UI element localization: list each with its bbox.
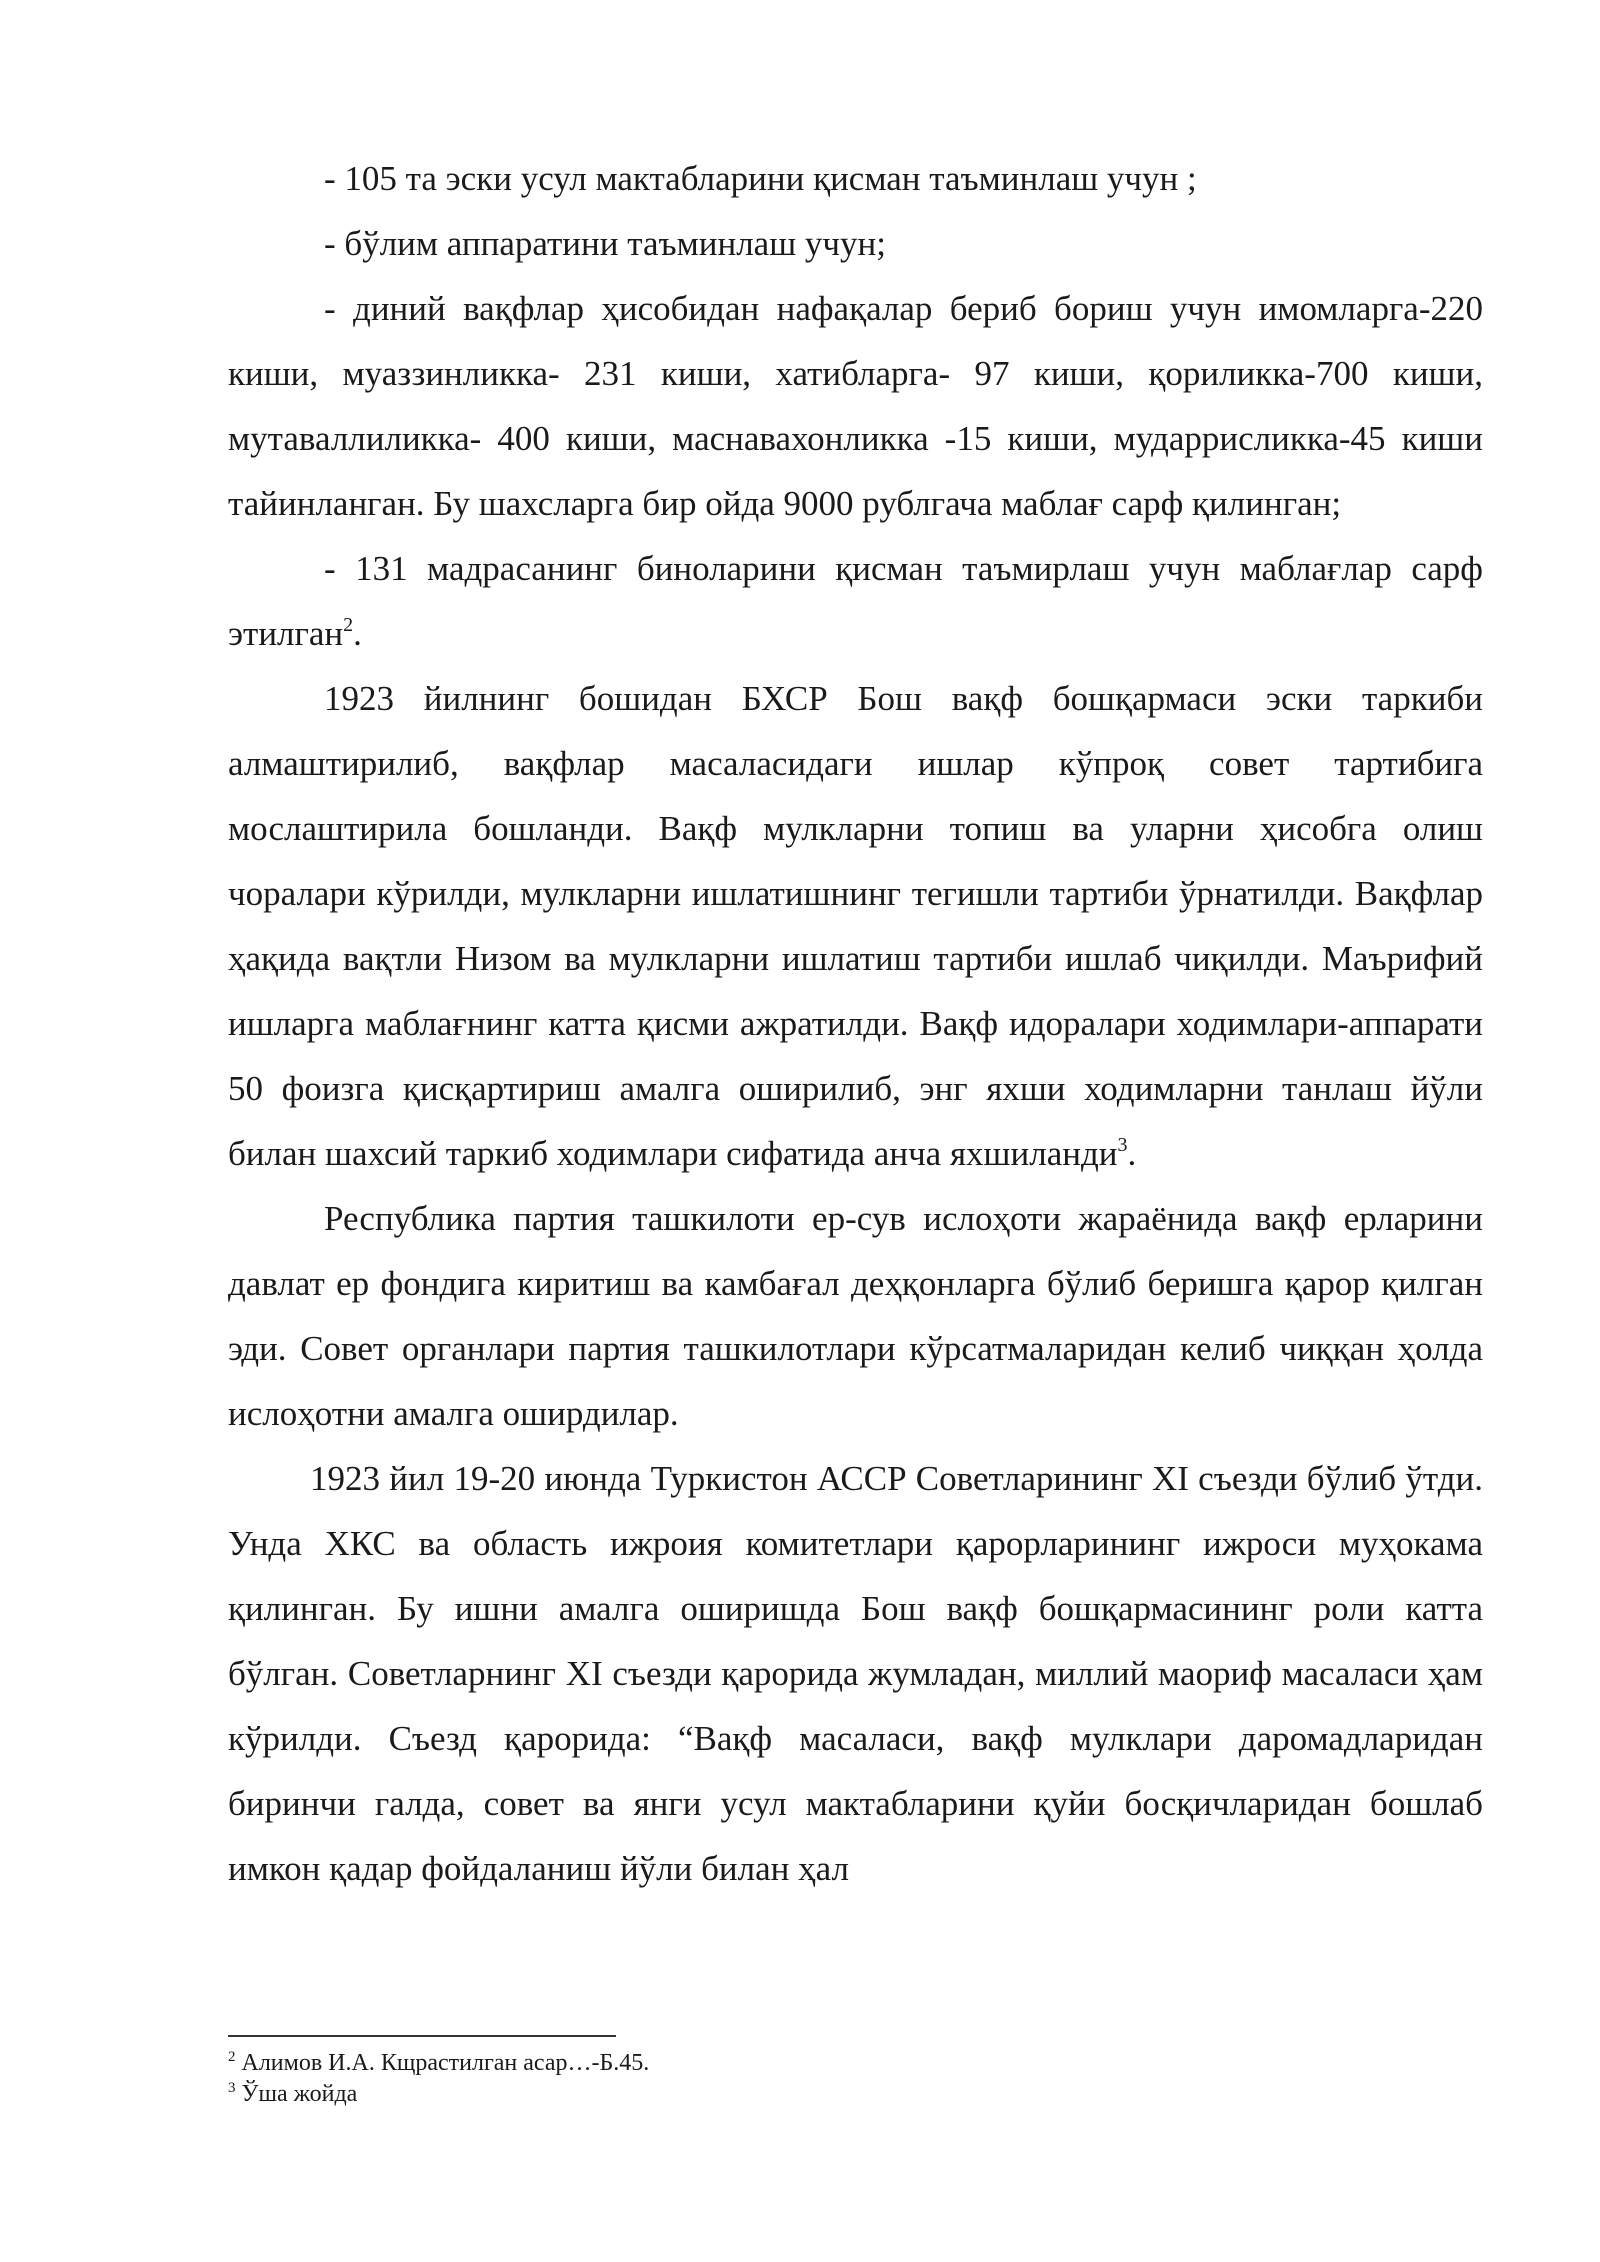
footnote-mark: 2: [228, 2049, 236, 2065]
footnote-text: Алимов И.А. Кщрастилган асар…-Б.45.: [235, 2050, 650, 2076]
list-item-pensions: [228, 276, 1483, 536]
paragraph-end: .: [1127, 1134, 1137, 1173]
list-item-madrasa-repair: [228, 536, 1483, 666]
footnote-reference[interactable]: 3: [1117, 1134, 1128, 1156]
footnote-reference[interactable]: 2: [343, 614, 354, 636]
footnote-text: Ўша жойда: [235, 2081, 358, 2107]
paragraph-land-reform: [228, 1186, 1483, 1446]
paragraph-end: .: [353, 614, 362, 653]
paragraph-text: - 105 та эски усул мактабларини қисман таъминлаш учун ;: [324, 159, 1197, 198]
footnote-separator: [228, 2035, 616, 2037]
footnote-3: [228, 2079, 1483, 2110]
body-text: [228, 146, 1483, 1901]
footnote-2: [228, 2048, 1483, 2079]
paragraph-text: 1923 йил 19-20 июнда Туркистон АССР Советларининг XI съезди бўлиб ўтди. Унда ХКС ва область ижроия комитетлари қарорларининг ижроси муҳокама қилинган. Бу ишни амалга оширишда Бош вақф бошқармасининг роли катта бўлган. Советларнинг XI съезди қарорида жумладан, миллий маориф масаласи ҳам кўрилди. Съезд қарорида: “Вақф масаласи, вақф мулклари даромадларидан биринчи галда, совет ва янги усул мактабларини қуйи босқичларидан бошлаб имкон қадар фойдаланиш йўли билан ҳал: [228, 1459, 1483, 1888]
list-item-department: [228, 211, 1483, 276]
paragraph-text: - 131 мадрасанинг биноларини қисман таъмирлаш учун маблағлар сарф этилган: [228, 549, 1483, 653]
paragraph-congress: [228, 1446, 1483, 1901]
paragraph-text: 1923 йилнинг бошидан БХСР Бош вақф бошқармаси эски таркиби алмаштирилиб, вақфлар масаласидаги ишлар кўпроқ совет тартибига мослаштирила бошланди. Вақф мулкларни топиш ва уларни ҳисобга олиш чоралари кўрилди, мулкларни ишлатишнинг тегишли тартиби ўрнатилди. Вақфлар ҳақида вақтли Низом ва мулкларни ишлатиш тартиби ишлаб чиқилди. Маърифий ишларга маблағнинг катта қисми ажратилди. Вақф идоралари ходимлари-аппарати 50 фоизга қисқартириш амалга оширилиб, энг яхши ходимларни танлаш йўли билан шахсий таркиб ходимлари сифатида анча яхшиланди: [228, 679, 1483, 1173]
list-item-schools: [228, 146, 1483, 211]
paragraph-text: - диний вақфлар ҳисобидан нафақалар бериб бориш учун имомларга-220 киши, муаззинликка- 231 киши, хатибларга- 97 киши, қориликка-700 киши, мутаваллиликка- 400 киши, маснавахонликка -15 киши, мударрисликка-45 киши тайинланган. Бу шахсларга бир ойда 9000 рублгача маблағ сарф қилинган;: [228, 289, 1483, 523]
paragraph-text: Республика партия ташкилоти ер-сув ислоҳоти жараёнида вақф ерларини давлат ер фондига киритиш ва камбағал деҳқонларга бўлиб беришга қарор қилган эди. Совет органлари партия ташкилотлари кўрсатмаларидан келиб чиққан ҳолда ислоҳотни амалга оширдилар.: [228, 1199, 1483, 1433]
footnote-mark: 3: [228, 2080, 236, 2096]
paragraph-text: - бўлим аппаратини таъминлаш учун;: [324, 224, 886, 263]
paragraph-waqf-administration: [228, 666, 1483, 1186]
footnotes: [228, 2048, 1483, 2110]
